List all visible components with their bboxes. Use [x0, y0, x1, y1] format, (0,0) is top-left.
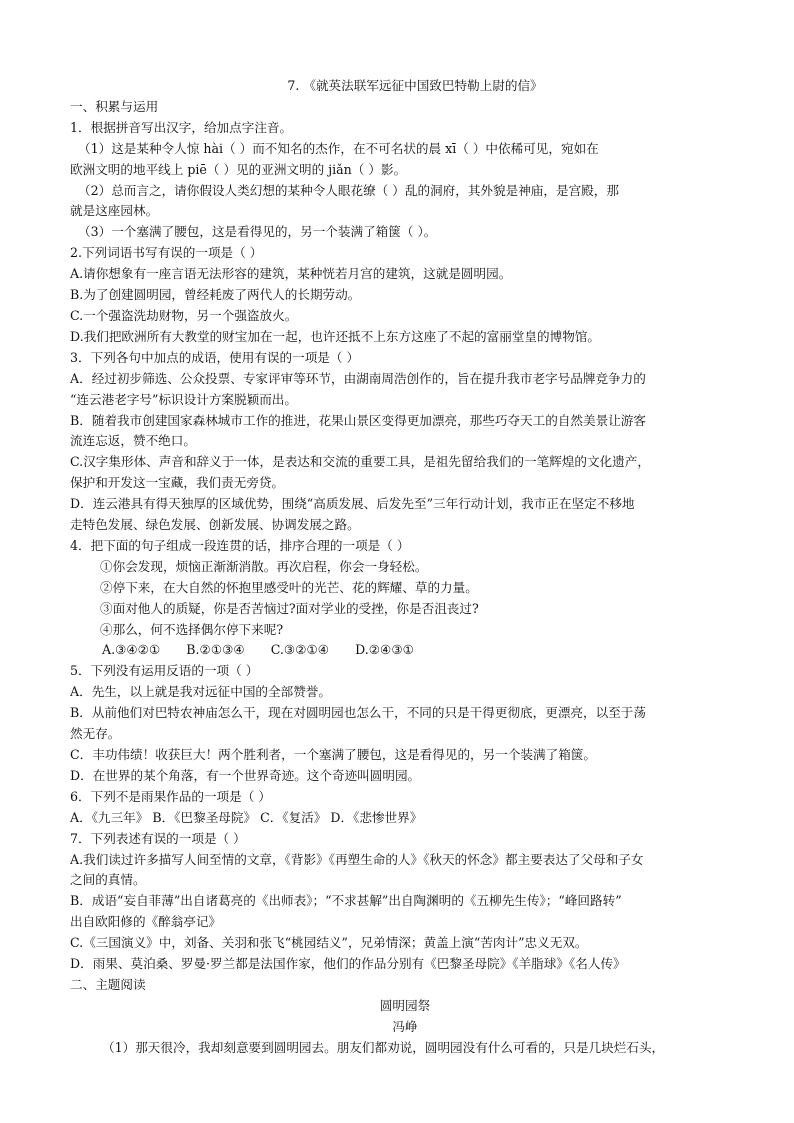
sentence-4: ④那么，何不选择偶尔停下来呢? [100, 621, 284, 637]
worksheet-page [70, 76, 740, 1059]
section-heading: 二、主题阅读 [70, 976, 146, 992]
section-heading: 一、积累与运用 [70, 98, 159, 114]
option-b-cont: 流连忘返，赞不绝口。 [70, 433, 196, 449]
passage-author: 冯峥 [392, 1018, 418, 1034]
option-a: A.请你想象有一座言语无法形容的建筑，某种恍若月宫的建筑，这就是圆明园。 [70, 266, 512, 282]
question-1 [70, 118, 740, 243]
answer-options [70, 640, 740, 661]
option-c-cont: 保护和开发这一宝藏，我们责无旁贷。 [70, 475, 285, 491]
option-d: D．雨果、莫泊桑、罗曼·罗兰都是法国作家，他们的作品分别有《巴黎圣母院》《羊脂球》《名人传》 [70, 956, 626, 972]
option-b: B．随着我市创建国家森林城市工作的推进，花果山景区变得更加漂亮，那些巧夺天工的自然美景让游客 [70, 412, 646, 428]
question-stem: 1．根据拼音写出汉字，给加点字注音。 [70, 119, 293, 135]
question-text: 就是这座园林。 [70, 203, 159, 219]
question-text: （3）一个塞满了腰包，这是看得见的，另一个装满了箱箧（ ）。 [78, 224, 437, 240]
question-2 [70, 243, 740, 348]
question-5 [70, 661, 740, 786]
option-a: A．先生，以上就是我对远征中国的全部赞誉。 [70, 684, 331, 700]
option-c: C.汉字集形体、声音和辞义于一体，是表达和交流的重要工具，是祖先留给我们的一笔辉煌的文化遗产， [70, 454, 650, 470]
option-b: B．成语“妄自菲薄”出自诸葛亮的《出师表》；“不求甚解”出自陶渊明的《五柳先生传》；“峰回路转” [70, 893, 622, 909]
passage-title: 圆明园祭 [379, 997, 431, 1013]
question-stem: 4．把下面的句子组成一段连贯的话，排序合理的一项是（ ） [70, 537, 410, 553]
option-c: C．丰功伟绩！收获巨大！两个胜利者，一个塞满了腰包，这是看得见的，另一个装满了箱箧。 [70, 747, 596, 762]
option-d: D．在世界的某个角落，有一个世界奇迹。这个奇迹叫圆明园。 [70, 767, 421, 783]
sentence-2: ②停下来，在大自然的怀抱里感受叶的光芒、花的辉耀、草的力量。 [100, 579, 478, 595]
question-text: 欧洲文明的地平线上 piē（ ）见的亚洲文明的 jiǎn（ ）影。 [70, 161, 407, 177]
option-d: D．连云港具有得天独厚的区域优势，围绕“高质发展、后发先至”三年行动计划，我市正在坚定不移地 [70, 496, 635, 512]
question-6 [70, 787, 740, 829]
sentence-3: ③面对他人的质疑，你是否苦恼过?面对学业的受挫，你是否沮丧过? [100, 600, 479, 616]
question-7 [70, 829, 740, 975]
question-3 [70, 348, 740, 536]
question-4 [70, 536, 740, 661]
question-stem: 2.下列词语书写有误的一项是（ ） [70, 245, 263, 261]
question-stem: 3．下列各句中加点的成语，使用有误的一项是（ ） [70, 349, 360, 365]
sentence-1: ①你会发现，烦恼正渐渐消散。再次启程，你会一身轻松。 [100, 558, 428, 574]
question-stem: 7．下列表述有误的一项是（ ） [70, 830, 246, 846]
reading-passage [70, 996, 740, 1059]
question-stem: 5．下列没有运用反语的一项（ ） [70, 663, 259, 679]
option-a-cont: 之间的真情。 [70, 872, 146, 888]
answer-options: A．《九三年》 B．《巴黎圣母院》 C．《复活》 D．《悲惨世界》 [70, 809, 423, 825]
option-b: B.为了创建圆明园，曾经耗废了两代人的长期劳动。 [70, 287, 361, 303]
option-b-cont: 然无存。 [70, 726, 121, 742]
lesson-title: 7. 《就英法联军远征中国致巴特勒上尉的信》 [287, 78, 543, 93]
option-c: C.一个强盗洗劫财物，另一个强盗放火。 [70, 307, 298, 323]
option-c: C.《三国演义》中，刘备、关羽和张飞“桃园结义”，兄弟情深；黄盖上演“苦肉计”忠义无双。 [70, 935, 588, 951]
option-a: A.我们读过许多描写人间至情的文章，《背影》《再塑生命的人》《秋天的怀念》都主要表达了父母和子女 [70, 851, 644, 867]
option-c: C.③②①④ [270, 642, 330, 658]
option-d-cont: 走特色发展、绿色发展、创新发展、协调发展之路。 [70, 517, 360, 533]
option-b: B．从前他们对巴特农神庙怎么干，现在对圆明园也怎么干，不同的只是干得更彻底，更漂亮，以至于荡 [70, 705, 646, 721]
question-text: （2）总而言之，请你假设人类幻想的某种令人眼花缭（ ）乱的洞府，其外貌是神庙，是宫殿，那 [78, 182, 619, 198]
passage-paragraph: （1）那天很冷，我却刻意要到圆明园去。朋友们都劝说，圆明园没有什么可看的，只是几块烂石头， [102, 1039, 665, 1055]
option-a: A．经过初步筛选、公众投票、专家评审等环节，由湖南周浩创作的，旨在提升我市老字号品牌竞争力的 [70, 370, 646, 386]
option-d: D.我们把欧洲所有大教堂的财宝加在一起，也许还抵不上东方这座了不起的富丽堂皇的博物馆。 [70, 328, 600, 344]
option-a-cont: “连云港老字号”标识设计方案脱颖而出。 [70, 391, 297, 407]
option-b: B.②①③④ [186, 642, 245, 658]
question-text: （1）这是某种令人惊 hài（ ）而不知名的杰作，在不可名状的晨 xī（ ）中依稀可见，宛如在 [78, 140, 599, 156]
question-stem: 6．下列不是雨果作品的一项是（ ） [70, 788, 271, 804]
option-b-cont: 出自欧阳修的《醉翁亭记》 [70, 914, 222, 930]
option-d: D.②④③① [355, 642, 414, 658]
option-a: A.③④②① [102, 642, 161, 658]
